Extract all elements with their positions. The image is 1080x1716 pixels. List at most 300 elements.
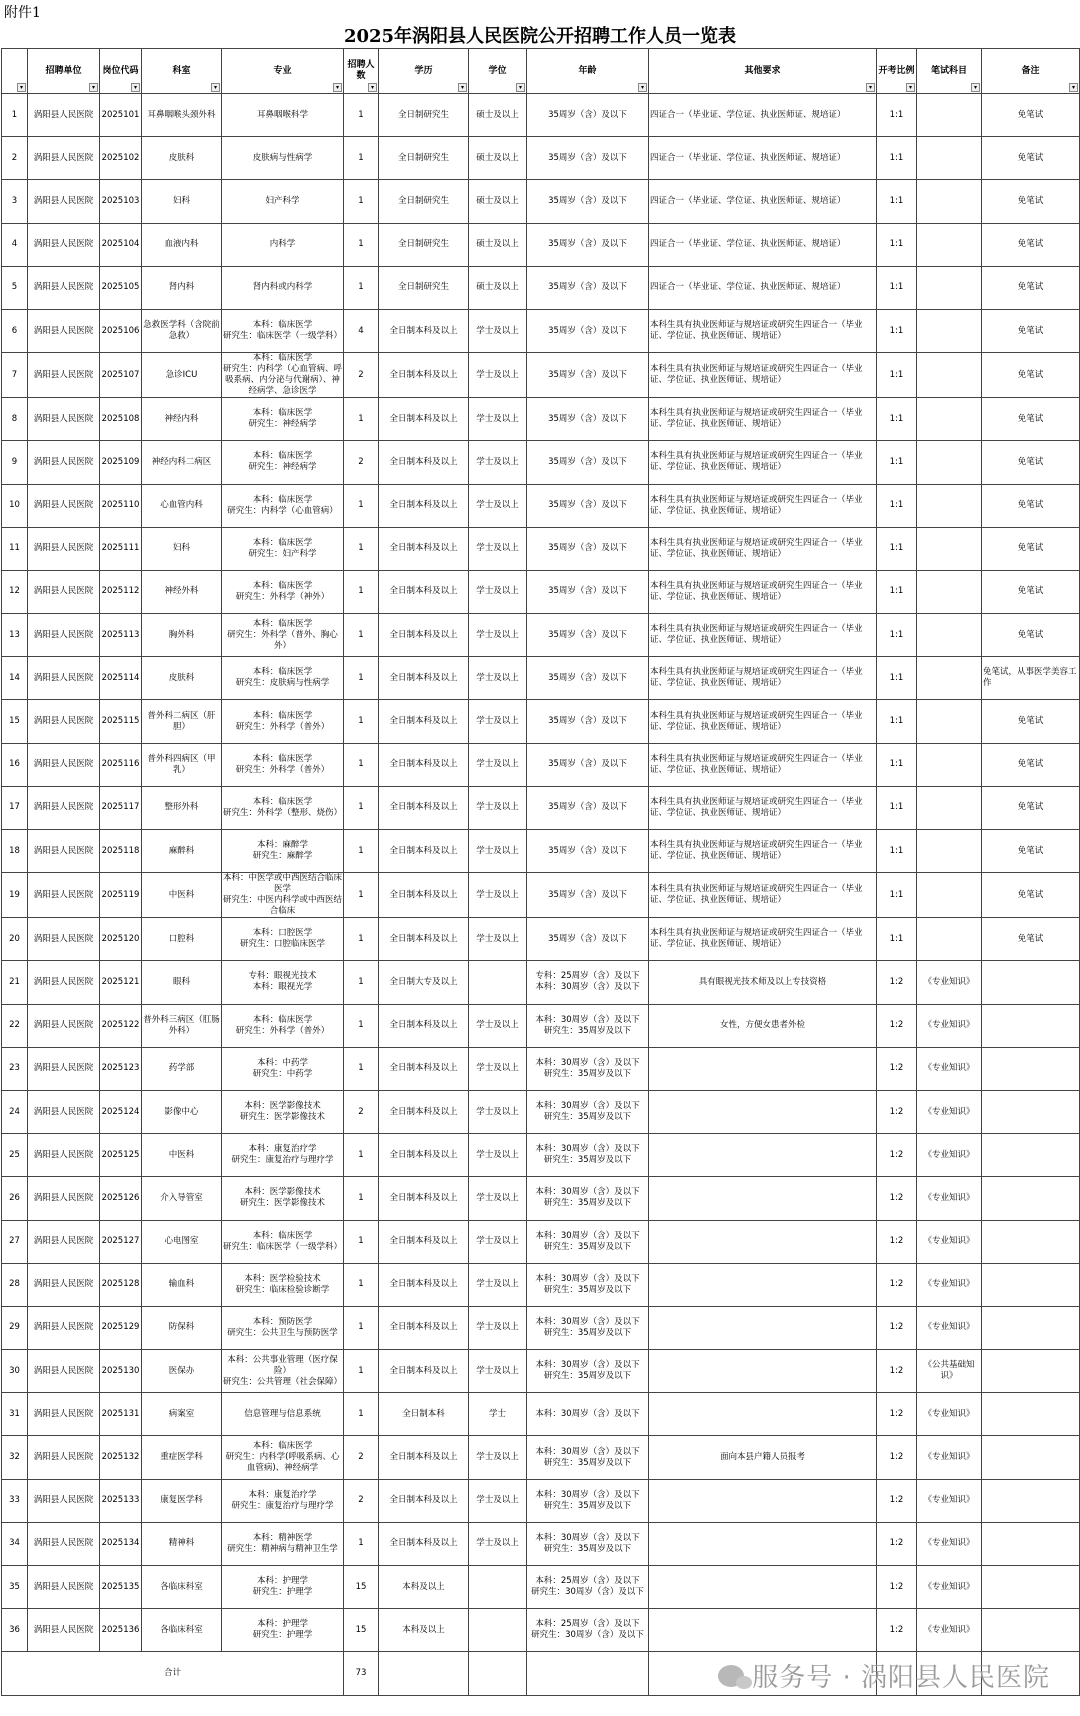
table-cell	[649, 1263, 877, 1306]
table-row	[2, 398, 1080, 441]
table-cell: 免笔试	[982, 398, 1080, 441]
table-cell: 学士及以上	[469, 1220, 527, 1263]
table-row	[2, 1566, 1080, 1609]
table-cell: 1:2	[877, 961, 917, 1004]
table-cell: 1:1	[877, 484, 917, 527]
table-cell: 35周岁（含）及以下	[527, 309, 649, 352]
table-cell: 本科：护理学 研究生：护理学	[222, 1566, 344, 1609]
table-cell: 1	[344, 398, 379, 441]
filter-dropdown-icon[interactable]: ▾	[89, 83, 98, 92]
table-cell	[649, 1306, 877, 1349]
column-header-label: 开考比例	[878, 65, 915, 76]
filter-dropdown-icon[interactable]: ▾	[516, 83, 525, 92]
table-cell: 本科：医学影像技术 研究生：医学影像技术	[222, 1177, 344, 1220]
table-cell: 免笔试	[982, 786, 1080, 829]
table-cell: 35周岁（含）及以下	[527, 266, 649, 309]
table-cell: 麻醉科	[142, 830, 222, 873]
table-cell: 本科生具有执业医师证与规培证或研究生四证合一（毕业证、学位证、执业医师证、规培证）	[649, 309, 877, 352]
table-cell: 1:1	[877, 398, 917, 441]
table-cell: 19	[2, 873, 28, 918]
table-cell	[917, 137, 982, 180]
table-cell: 35周岁（含）及以下	[527, 223, 649, 266]
page-title: 2025年涡阳县人民医院公开招聘工作人员一览表	[343, 26, 737, 47]
table-cell: 本科生具有执业医师证与规培证或研究生四证合一（毕业证、学位证、执业医师证、规培证）	[649, 484, 877, 527]
table-cell: 本科：30周岁（含）及以下 研究生：35周岁及以下	[527, 1090, 649, 1133]
table-cell: 35周岁（含）及以下	[527, 441, 649, 484]
table-cell	[982, 1522, 1080, 1565]
table-cell: 学士及以上	[469, 1090, 527, 1133]
table-cell: 免笔试	[982, 743, 1080, 786]
table-cell: 涡阳县人民医院	[28, 484, 100, 527]
table-cell: 8	[2, 398, 28, 441]
table-cell: 学士及以上	[469, 527, 527, 570]
table-cell: 面向本县户籍人员报考	[649, 1436, 877, 1479]
table-cell: 本科：25周岁（含）及以下 研究生：30周岁（含）及以下	[527, 1609, 649, 1652]
table-cell: 2025131	[100, 1393, 142, 1436]
table-cell: 涡阳县人民医院	[28, 1609, 100, 1652]
table-cell: 全日制本科及以上	[379, 1306, 469, 1349]
table-cell: 学士及以上	[469, 1436, 527, 1479]
filter-dropdown-icon[interactable]: ▾	[906, 83, 915, 92]
table-cell	[469, 1652, 527, 1696]
table-cell: 2025103	[100, 180, 142, 223]
table-cell: 本科生具有执业医师证与规培证或研究生四证合一（毕业证、学位证、执业医师证、规培证）	[649, 570, 877, 613]
table-cell: 本科：30周岁（含）及以下 研究生：35周岁及以下	[527, 1306, 649, 1349]
table-cell: 全日制本科及以上	[379, 1177, 469, 1220]
table-cell	[982, 1479, 1080, 1522]
table-cell: 1	[344, 1306, 379, 1349]
table-cell: 2	[344, 1436, 379, 1479]
table-cell: 2	[344, 1479, 379, 1522]
filter-dropdown-icon[interactable]: ▾	[211, 83, 220, 92]
table-cell: 全日制本科及以上	[379, 1134, 469, 1177]
table-cell: 神经外科	[142, 570, 222, 613]
filter-dropdown-icon[interactable]: ▾	[333, 83, 342, 92]
table-cell: 3	[2, 180, 28, 223]
table-cell: 12	[2, 570, 28, 613]
table-cell	[649, 1609, 877, 1652]
table-cell: 2025115	[100, 700, 142, 743]
table-cell: 免笔试	[982, 266, 1080, 309]
table-cell: 本科：30周岁（含）及以下 研究生：35周岁及以下	[527, 1479, 649, 1522]
table-cell: 24	[2, 1090, 28, 1133]
table-cell: 涡阳县人民医院	[28, 1393, 100, 1436]
table-cell: 2025132	[100, 1436, 142, 1479]
table-cell: 涡阳县人民医院	[28, 223, 100, 266]
table-cell: 本科：30周岁（含）及以下 研究生：35周岁及以下	[527, 1134, 649, 1177]
table-cell: 涡阳县人民医院	[28, 1522, 100, 1565]
filter-dropdown-icon[interactable]: ▾	[866, 83, 875, 92]
table-cell: 本科：30周岁（含）及以下 研究生：35周岁及以下	[527, 1436, 649, 1479]
table-cell: 本科：医学影像技术 研究生：医学影像技术	[222, 1090, 344, 1133]
table-cell: 信息管理与信息系统	[222, 1393, 344, 1436]
table-cell: 28	[2, 1263, 28, 1306]
table-cell: 学士及以上	[469, 1479, 527, 1522]
table-cell: 《专业知识》	[917, 1134, 982, 1177]
table-cell: 涡阳县人民医院	[28, 1479, 100, 1522]
table-cell: 17	[2, 786, 28, 829]
table-cell: 学士及以上	[469, 743, 527, 786]
table-cell: 免笔试	[982, 137, 1080, 180]
table-cell: 全日制本科及以上	[379, 786, 469, 829]
table-cell: 本科：30周岁（含）及以下 研究生：35周岁及以下	[527, 1047, 649, 1090]
table-cell	[469, 961, 527, 1004]
table-cell: 全日制本科及以上	[379, 830, 469, 873]
table-cell: 1:1	[877, 180, 917, 223]
table-cell	[917, 527, 982, 570]
table-cell: 2025101	[100, 94, 142, 137]
table-cell: 免笔试	[982, 223, 1080, 266]
table-cell	[982, 1220, 1080, 1263]
table-cell: 《专业知识》	[917, 1220, 982, 1263]
header-row	[2, 49, 1080, 94]
table-cell: 普外科三病区（肛肠外科）	[142, 1004, 222, 1047]
table-cell: 本科生具有执业医师证与规培证或研究生四证合一（毕业证、学位证、执业医师证、规培证）	[649, 830, 877, 873]
table-cell: 1	[344, 1393, 379, 1436]
table-cell: 15	[344, 1566, 379, 1609]
table-cell: 全日制本科	[379, 1393, 469, 1436]
table-row	[2, 94, 1080, 137]
table-cell: 本科：30周岁（含）及以下	[527, 1393, 649, 1436]
table-cell: 2025117	[100, 786, 142, 829]
table-cell: 全日制研究生	[379, 137, 469, 180]
filter-dropdown-icon[interactable]: ▾	[131, 83, 140, 92]
table-cell: 本科：公共事业管理（医疗保险） 研究生：公共管理（社会保障）	[222, 1350, 344, 1393]
table-cell: 1	[344, 1220, 379, 1263]
table-cell: 全日制本科及以上	[379, 614, 469, 657]
table-cell: 学士及以上	[469, 1047, 527, 1090]
table-cell	[649, 1090, 877, 1133]
table-cell: 1	[344, 1350, 379, 1393]
table-cell: 学士及以上	[469, 441, 527, 484]
table-cell: 2025109	[100, 441, 142, 484]
table-cell: 2025110	[100, 484, 142, 527]
table-cell: 学士及以上	[469, 1134, 527, 1177]
table-cell: 35周岁（含）及以下	[527, 94, 649, 137]
table-cell: 全日制研究生	[379, 180, 469, 223]
table-cell: 2025126	[100, 1177, 142, 1220]
table-cell: 涡阳县人民医院	[28, 786, 100, 829]
table-cell: 涡阳县人民医院	[28, 1436, 100, 1479]
table-cell: 学士及以上	[469, 309, 527, 352]
table-cell: 16	[2, 743, 28, 786]
table-cell: 全日制本科及以上	[379, 873, 469, 918]
table-cell: 《专业知识》	[917, 1047, 982, 1090]
table-cell: 《专业知识》	[917, 961, 982, 1004]
table-cell: 2025123	[100, 1047, 142, 1090]
table-cell: 全日制本科及以上	[379, 1047, 469, 1090]
table-cell	[982, 1177, 1080, 1220]
table-cell: 硕士及以上	[469, 94, 527, 137]
table-row	[2, 1436, 1080, 1479]
table-cell: 四证合一（毕业证、学位证、执业医师证、规培证）	[649, 137, 877, 180]
table-cell: 本科：中药学 研究生：中药学	[222, 1047, 344, 1090]
total-value: 73	[344, 1652, 379, 1696]
table-cell: 全日制本科及以上	[379, 1090, 469, 1133]
table-cell	[917, 830, 982, 873]
table-cell: 学士及以上	[469, 700, 527, 743]
table-cell: 学士及以上	[469, 353, 527, 398]
table-cell	[649, 1047, 877, 1090]
table-cell: 35	[2, 1566, 28, 1609]
table-cell: 四证合一（毕业证、学位证、执业医师证、规培证）	[649, 180, 877, 223]
table-row	[2, 1609, 1080, 1652]
column-header-label: 专业	[273, 65, 292, 76]
table-cell: 本科：精神医学 研究生：精神病与精神卫生学	[222, 1522, 344, 1565]
table-cell: 36	[2, 1609, 28, 1652]
table-cell: 全日制本科及以上	[379, 700, 469, 743]
table-cell: 学士及以上	[469, 398, 527, 441]
table-row	[2, 180, 1080, 223]
table-cell: 涡阳县人民医院	[28, 94, 100, 137]
table-cell: 各临床科室	[142, 1566, 222, 1609]
filter-dropdown-icon[interactable]: ▾	[368, 83, 377, 92]
table-cell: 35周岁（含）及以下	[527, 786, 649, 829]
table-cell: 涡阳县人民医院	[28, 527, 100, 570]
table-cell: 30	[2, 1350, 28, 1393]
total-label: 合计	[2, 1652, 344, 1696]
table-cell: 1:1	[877, 830, 917, 873]
table-cell: 1	[344, 1263, 379, 1306]
table-cell: 学士及以上	[469, 873, 527, 918]
table-cell: 1:1	[877, 873, 917, 918]
table-cell: 1	[344, 527, 379, 570]
table-row	[2, 137, 1080, 180]
table-cell: 硕士及以上	[469, 223, 527, 266]
table-cell: 35周岁（含）及以下	[527, 873, 649, 918]
table-cell: 涡阳县人民医院	[28, 961, 100, 1004]
table-cell	[982, 961, 1080, 1004]
table-cell: 各临床科室	[142, 1609, 222, 1652]
table-cell: 1	[344, 484, 379, 527]
table-cell: 2	[344, 353, 379, 398]
table-cell: 涡阳县人民医院	[28, 743, 100, 786]
table-cell: 34	[2, 1522, 28, 1565]
annex-label: 附件1	[4, 5, 41, 21]
table-cell: 涡阳县人民医院	[28, 873, 100, 918]
wechat-icon	[718, 1665, 744, 1687]
table-cell: 心电图室	[142, 1220, 222, 1263]
table-cell: 全日制本科及以上	[379, 527, 469, 570]
table-cell: 全日制研究生	[379, 223, 469, 266]
table-cell: 1:1	[877, 94, 917, 137]
table-cell: 2025114	[100, 657, 142, 700]
filter-dropdown-icon[interactable]: ▾	[17, 83, 26, 92]
table-row	[2, 918, 1080, 961]
table-row	[2, 1004, 1080, 1047]
table-cell: 本科：临床医学 研究生：外科学（神外）	[222, 570, 344, 613]
table-cell	[649, 1522, 877, 1565]
table-cell	[982, 1306, 1080, 1349]
table-cell	[917, 657, 982, 700]
table-row	[2, 527, 1080, 570]
watermark-text: 服务号 · 涡阳县人民医院	[752, 1663, 1050, 1693]
table-cell: 1:2	[877, 1004, 917, 1047]
table-cell: 35周岁（含）及以下	[527, 918, 649, 961]
table-cell	[982, 1090, 1080, 1133]
table-row	[2, 786, 1080, 829]
table-cell: 全日制本科及以上	[379, 353, 469, 398]
table-cell: 免笔试	[982, 570, 1080, 613]
table-row	[2, 873, 1080, 918]
table-cell	[917, 441, 982, 484]
table-cell: 1:1	[877, 700, 917, 743]
table-cell	[917, 570, 982, 613]
table-cell: 全日制本科及以上	[379, 1263, 469, 1306]
table-cell: 口腔科	[142, 918, 222, 961]
table-row	[2, 1522, 1080, 1565]
table-cell: 1:1	[877, 527, 917, 570]
table-row	[2, 570, 1080, 613]
table-cell: 本科：临床医学 研究生：内科学（心血管病、呼吸系病、内分泌与代谢病）、神经病学、急诊医学	[223, 353, 343, 397]
table-cell: 本科：30周岁（含）及以下 研究生：35周岁及以下	[527, 1522, 649, 1565]
table-cell: 学士及以上	[469, 918, 527, 961]
table-cell: 涡阳县人民医院	[28, 1047, 100, 1090]
table-cell: 免笔试	[982, 309, 1080, 352]
filter-dropdown-icon[interactable]: ▾	[638, 83, 647, 92]
column-header	[527, 49, 649, 94]
table-cell: 本科：30周岁（含）及以下 研究生：35周岁及以下	[527, 1004, 649, 1047]
table-cell: 《公共基础知识》	[917, 1350, 982, 1393]
table-cell: 《专业知识》	[917, 1479, 982, 1522]
table-cell: 35周岁（含）及以下	[527, 137, 649, 180]
table-cell: 免笔试	[982, 873, 1080, 918]
column-header-label: 备注	[1021, 65, 1040, 76]
table-cell: 本科：25周岁（含）及以下 研究生：30周岁（含）及以下	[527, 1566, 649, 1609]
table-cell: 学士及以上	[469, 484, 527, 527]
filter-dropdown-icon[interactable]: ▾	[971, 83, 980, 92]
table-cell: 本科生具有执业医师证与规培证或研究生四证合一（毕业证、学位证、执业医师证、规培证）	[649, 918, 877, 961]
table-cell: 胸外科	[142, 614, 222, 657]
table-cell	[649, 1393, 877, 1436]
table-cell: 10	[2, 484, 28, 527]
table-cell: 2025124	[100, 1090, 142, 1133]
column-header-label: 学历	[414, 65, 433, 76]
table-row	[2, 657, 1080, 700]
table-cell: 本科生具有执业医师证与规培证或研究生四证合一（毕业证、学位证、执业医师证、规培证）	[649, 441, 877, 484]
table-cell: 涡阳县人民医院	[28, 1220, 100, 1263]
table-cell: 本科及以上	[379, 1566, 469, 1609]
table-row	[2, 309, 1080, 352]
table-cell: 35周岁（含）及以下	[527, 743, 649, 786]
table-cell: 2025128	[100, 1263, 142, 1306]
table-cell: 硕士及以上	[469, 180, 527, 223]
table-cell: 本科：医学检验技术 研究生：临床检验诊断学	[222, 1263, 344, 1306]
table-cell: 1	[344, 830, 379, 873]
table-cell: 四证合一（毕业证、学位证、执业医师证、规培证）	[649, 266, 877, 309]
table-cell	[379, 1652, 469, 1696]
table-cell: 药学部	[142, 1047, 222, 1090]
table-cell: 1:2	[877, 1393, 917, 1436]
table-cell: 涡阳县人民医院	[28, 180, 100, 223]
table-cell: 全日制本科及以上	[379, 570, 469, 613]
table-cell: 康复医学科	[142, 1479, 222, 1522]
column-header-label: 年龄	[578, 65, 597, 76]
table-cell	[527, 1652, 649, 1696]
table-cell: 妇科	[142, 180, 222, 223]
table-cell: 免笔试	[982, 180, 1080, 223]
table-cell: 1:2	[877, 1306, 917, 1349]
table-cell: 2025130	[100, 1350, 142, 1393]
table-cell: 涡阳县人民医院	[28, 657, 100, 700]
table-cell: 本科：临床医学 研究生：外科学（普外）	[222, 1004, 344, 1047]
table-cell: 2025105	[100, 266, 142, 309]
table-cell: 涡阳县人民医院	[28, 441, 100, 484]
table-cell: 全日制本科及以上	[379, 743, 469, 786]
table-cell: 妇产科学	[222, 180, 344, 223]
table-cell: 1:1	[877, 266, 917, 309]
column-header	[877, 49, 917, 94]
table-cell	[982, 1004, 1080, 1047]
table-cell	[982, 1393, 1080, 1436]
table-cell: 输血科	[142, 1263, 222, 1306]
table-cell: 2025134	[100, 1522, 142, 1565]
table-cell: 学士及以上	[469, 786, 527, 829]
table-cell: 本科：康复治疗学 研究生：康复治疗与理疗学	[222, 1134, 344, 1177]
column-header	[2, 49, 28, 94]
table-cell: 35周岁（含）及以下	[527, 353, 649, 398]
table-cell: 1:2	[877, 1263, 917, 1306]
table-cell: 精神科	[142, 1522, 222, 1565]
table-cell: 2025118	[100, 830, 142, 873]
table-cell: 全日制本科及以上	[379, 1522, 469, 1565]
table-cell: 免笔试，从事医学美容工作	[982, 657, 1080, 700]
table-cell: 皮肤病与性病学	[222, 137, 344, 180]
table-cell: 本科生具有执业医师证与规培证或研究生四证合一（毕业证、学位证、执业医师证、规培证）	[649, 398, 877, 441]
table-row	[2, 1134, 1080, 1177]
table-row	[2, 1479, 1080, 1522]
column-header-label: 科室	[172, 65, 191, 76]
table-cell: 1	[344, 223, 379, 266]
table-cell	[917, 94, 982, 137]
table-cell: 本科生具有执业医师证与规培证或研究生四证合一（毕业证、学位证、执业医师证、规培证）	[649, 700, 877, 743]
table-cell: 14	[2, 657, 28, 700]
table-cell: 本科生具有执业医师证与规培证或研究生四证合一（毕业证、学位证、执业医师证、规培证）	[649, 786, 877, 829]
column-header	[649, 49, 877, 94]
table-cell: 35周岁（含）及以下	[527, 700, 649, 743]
table-cell: 本科：临床医学 研究生：外科学（普外）	[222, 743, 344, 786]
table-cell: 4	[2, 223, 28, 266]
table-cell: 1	[344, 657, 379, 700]
table-cell: 20	[2, 918, 28, 961]
table-cell: 1:1	[877, 441, 917, 484]
table-row	[2, 961, 1080, 1004]
filter-dropdown-icon[interactable]: ▾	[458, 83, 467, 92]
table-cell: 22	[2, 1004, 28, 1047]
column-header	[100, 49, 142, 94]
table-cell	[982, 1609, 1080, 1652]
table-cell: 涡阳县人民医院	[28, 137, 100, 180]
table-cell: 中医科	[142, 1134, 222, 1177]
table-cell: 免笔试	[982, 353, 1080, 398]
table-cell: 全日制本科及以上	[379, 1436, 469, 1479]
table-cell	[917, 743, 982, 786]
table-cell: 涡阳县人民医院	[28, 1177, 100, 1220]
column-header-label: 笔试科目	[930, 65, 967, 76]
table-cell: 涡阳县人民医院	[28, 1004, 100, 1047]
table-cell: 11	[2, 527, 28, 570]
table-row	[2, 830, 1080, 873]
table-cell: 内科学	[222, 223, 344, 266]
filter-dropdown-icon[interactable]: ▾	[1069, 83, 1078, 92]
table-cell: 35周岁（含）及以下	[527, 570, 649, 613]
table-cell: 27	[2, 1220, 28, 1263]
table-cell: 2	[2, 137, 28, 180]
column-header	[28, 49, 100, 94]
table-cell: 整形外科	[142, 786, 222, 829]
table-cell: 1:1	[877, 137, 917, 180]
table-cell: 四证合一（毕业证、学位证、执业医师证、规培证）	[649, 223, 877, 266]
